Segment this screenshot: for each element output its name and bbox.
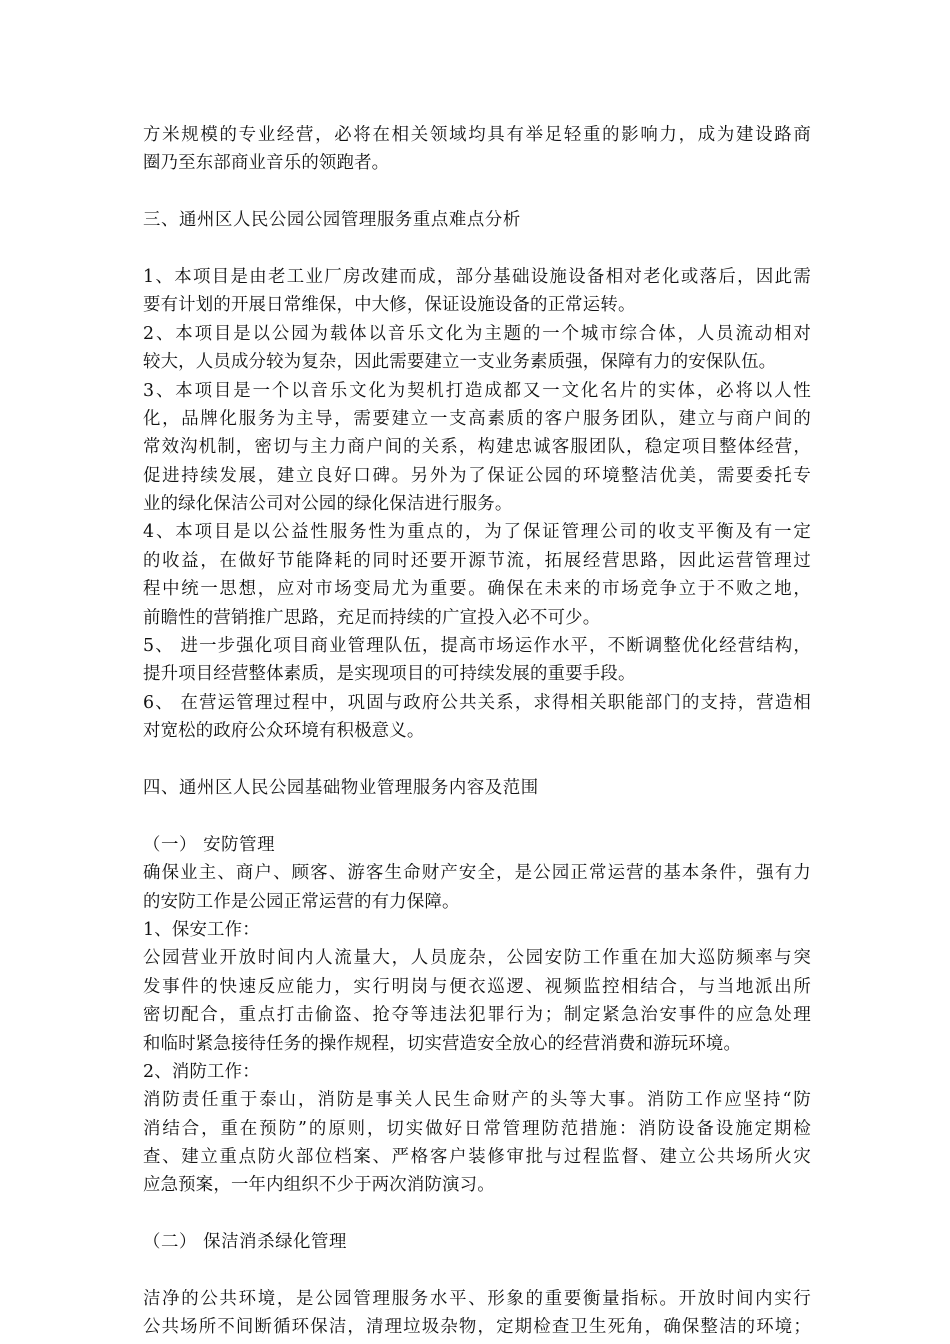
paragraph-line: 密切配合，重点打击偷盗、抢夺等违法犯罪行为；制定紧急治安事件的应急处理 [143, 1005, 811, 1026]
paragraph-line: 公共场所不间断循环保洁，清理垃圾杂物，定期检查卫生死角，确保整洁的环境； [143, 1317, 811, 1338]
list-item-line: 的收益，在做好节能降耗的同时还要开源节流，拓展经营思路，因此运营管理过 [143, 550, 811, 571]
list-item-line: 1、本项目是由老工业厂房改建而成，部分基础设施设备相对老化或落后，因此需 [143, 266, 811, 287]
list-item-line: 对宽松的政府公众环境有积极意义。 [143, 721, 425, 742]
paragraph-line: 公园营业开放时间内人流量大，人员庞杂，公园安防工作重在加大巡防频率与突 [143, 948, 811, 969]
paragraph-line: 查、建立重点防火部位档案、严格客户装修审批与过程监督、建立公共场所火灾 [143, 1147, 811, 1168]
list-item-line: 2、本项目是以公园为载体以音乐文化为主题的一个城市综合体，人员流动相对 [143, 323, 811, 344]
paragraph-line: 应急预案，一年内组织不少于两次消防演习。 [143, 1175, 495, 1196]
list-item-line: 促进持续发展，建立良好口碑。另外为了保证公园的环境整洁优美，需要委托专 [143, 465, 811, 486]
section-4-heading: 四、通州区人民公园基础物业管理服务内容及范围 [143, 777, 539, 798]
paragraph-line: 洁净的公共环境，是公园管理服务水平、形象的重要衡量指标。开放时间内实行 [143, 1289, 811, 1310]
section-3-heading: 三、通州区人民公园公园管理服务重点难点分析 [143, 210, 521, 231]
list-item-line: 业的绿化保洁公司对公园的绿化保洁进行服务。 [143, 494, 513, 515]
list-item-line: 要有计划的开展日常维保，中大修，保证设施设备的正常运转。 [143, 295, 636, 316]
paragraph-line: 确保业主、商户、顾客、游客生命财产安全，是公园正常运营的基本条件，强有力 [143, 863, 811, 884]
item-title: 1、保安工作： [143, 919, 260, 940]
paragraph-line: 消结合，重在预防”的原则，切实做好日常管理防范措施：消防设备设施定期检 [143, 1118, 811, 1139]
blank-line [143, 746, 811, 774]
list-item-line: 化，品牌化服务为主导，需要建立一支高素质的客户服务团队，建立与商户间的 [143, 408, 811, 429]
list-item-line: 程中统一思想，应对市场变局尤为重要。确保在未来的市场竞争立于不败之地， [143, 579, 811, 600]
blank-line [143, 1257, 811, 1285]
subsection-1-heading: （一） 安防管理 [143, 834, 276, 855]
paragraph-line: 和临时紧急接待任务的操作规程，切实营造安全放心的经营消费和游玩环境。 [143, 1033, 742, 1054]
blank-line [143, 1200, 811, 1228]
paragraph-line: 的安防工作是公园正常运营的有力保障。 [143, 891, 460, 912]
list-item-line: 6、 在营运管理过程中，巩固与政府公共关系，求得相关职能部门的支持，营造相 [143, 692, 811, 713]
document-page [143, 121, 811, 1342]
list-item-line: 5、 进一步强化项目商业管理队伍，提高市场运作水平，不断调整优化经营结构， [143, 636, 811, 657]
list-item-line: 4、本项目是以公益性服务性为重点的，为了保证管理公司的收支平衡及有一定 [143, 522, 811, 543]
blank-line [143, 235, 811, 263]
paragraph-line: 发事件的快速反应能力，实行明岗与便衣巡逻、视频监控相结合，与当地派出所 [143, 976, 811, 997]
item-title: 2、消防工作： [143, 1061, 260, 1082]
paragraph-line: 圈乃至东部商业音乐的领跑者。 [143, 153, 390, 174]
blank-line [143, 178, 811, 206]
list-item-line: 3、本项目是一个以音乐文化为契机打造成都又一文化名片的实体，必将以人性 [143, 380, 811, 401]
subsection-2-heading: （二） 保洁消杀绿化管理 [143, 1232, 348, 1253]
list-item-line: 提升项目经营整体素质，是实现项目的可持续发展的重要手段。 [143, 664, 636, 685]
list-item-line: 较大，人员成分较为复杂，因此需要建立一支业务素质强，保障有力的安保队伍。 [143, 352, 777, 373]
list-item-line: 常效沟机制，密切与主力商户间的关系，构建忠诚客服团队，稳定项目整体经营， [143, 437, 811, 458]
list-item-line: 前瞻性的营销推广思路，充足而持续的广宣投入必不可少。 [143, 607, 601, 628]
blank-line [143, 802, 811, 830]
paragraph-line: 方米规模的专业经营，必将在相关领域均具有举足轻重的影响力，成为建设路商 [143, 125, 811, 145]
paragraph-line: 消防责任重于泰山，消防是事关人民生命财产的头等大事。消防工作应坚持“防 [143, 1090, 811, 1111]
